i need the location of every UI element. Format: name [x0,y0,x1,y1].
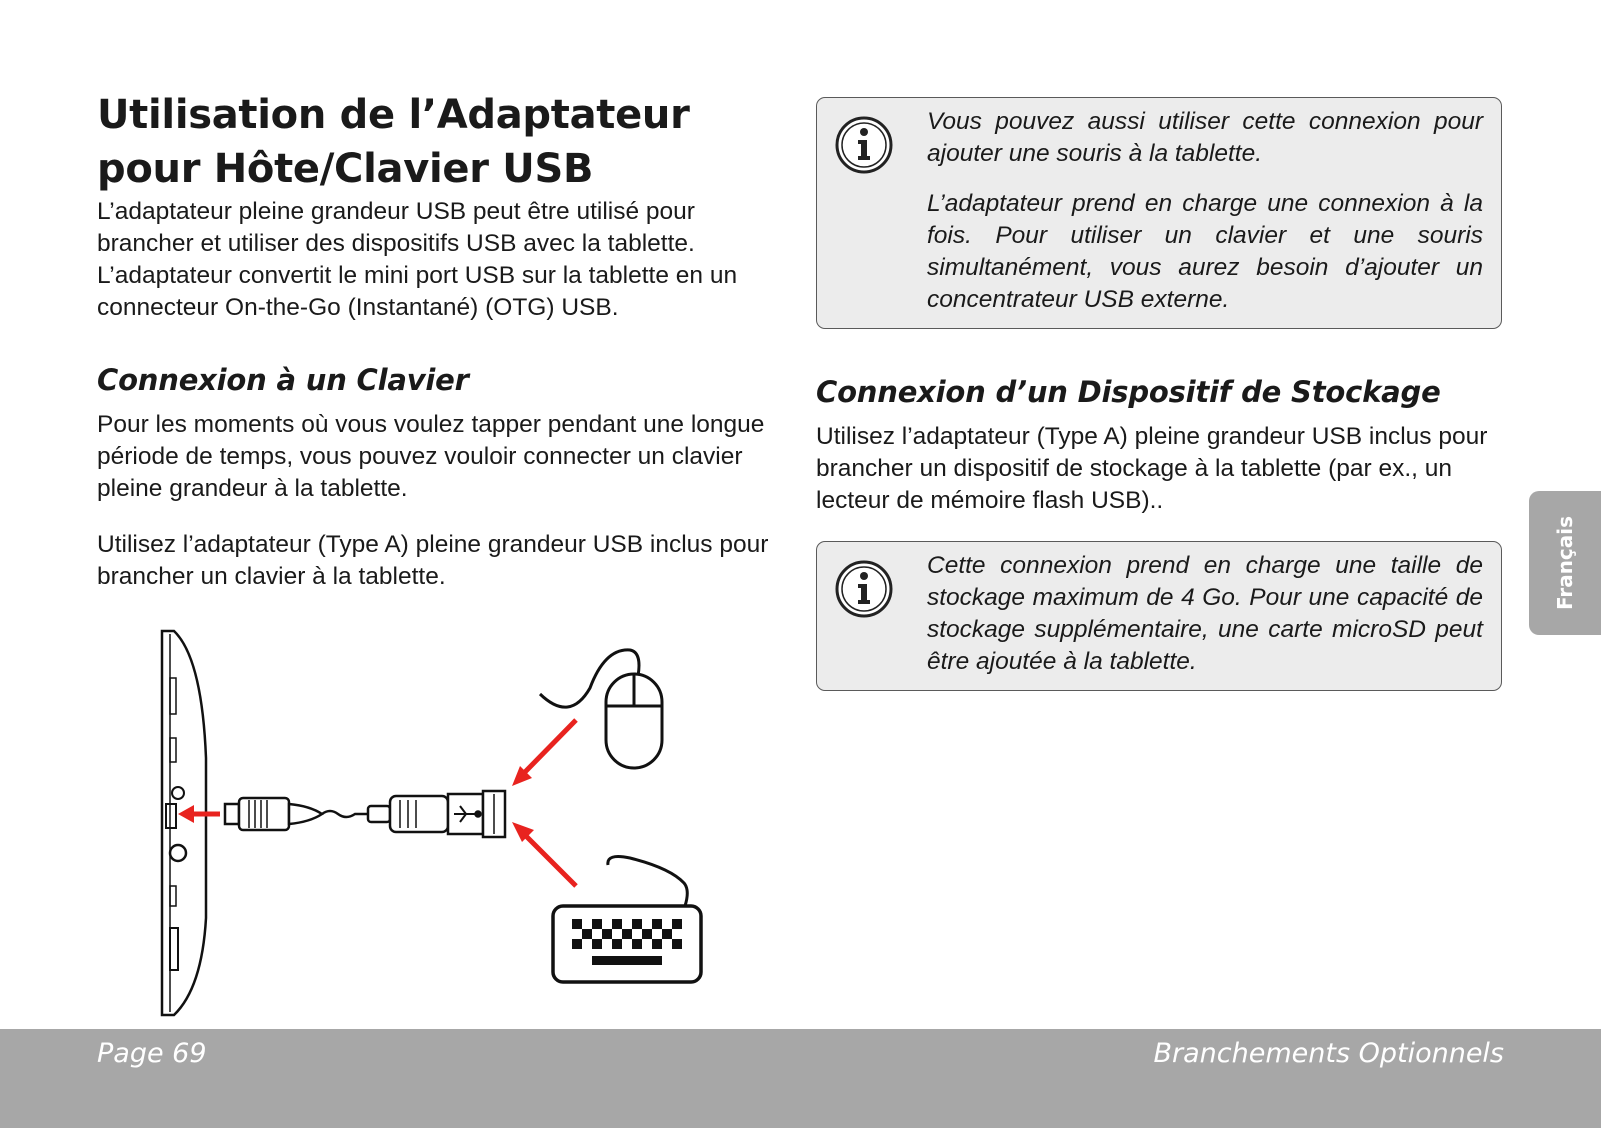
language-tab-label: Français [1553,515,1577,611]
page-footer [0,1029,1601,1128]
note-hub-text: L’adaptateur prend en charge une connexion à la fois. Pour utiliser un clavier et une souris simultanément, vous aurez besoin d’ajouter un concentrateur USB externe. [927,190,1483,313]
info-note-mouse [816,97,1502,329]
note-mouse-text: Vous pouvez aussi utiliser cette connexion pour ajouter une souris à la tablette. [927,108,1483,167]
page-title: Utilisation de l’Adaptateur pour Hôte/Clavier USB [97,92,690,192]
language-tab [1529,491,1601,635]
tablet-side-icon [162,631,206,1015]
info-icon [833,558,895,620]
usb-cable-icon [225,791,505,837]
note-storage-text: Cette connexion prend en charge une taille de stockage maximum de 4 Go. Pour une capacité de stockage supplémentaire, une carte microSD peut être ajoutée à la tablette. [927,552,1483,675]
info-note-storage [816,541,1502,691]
storage-paragraph: Utilisez l’adaptateur (Type A) pleine grandeur USB inclus pour brancher un dispositif de stockage à la tablette (par ex., un lecteur de mémoire flash USB).. [816,423,1488,514]
storage-section-heading: Connexion d’un Dispositif de Stockage [816,375,1441,409]
keyboard-icon [553,857,701,982]
info-icon [833,114,895,176]
keyboard-section-heading: Connexion à un Clavier [97,363,469,397]
intro-paragraph: L’adaptateur pleine grandeur USB peut être utilisé pour brancher et utiliser des dispositifs USB avec la tablette. L’adaptateur convertit le mini port USB sur la tablette en un connecteur On-the-Go (Instantané) (OTG) USB. [97,198,738,321]
keyboard-paragraph-1: Pour les moments où vous voulez tapper pendant une longue période de temps, vous pouvez vouloir connecter un clavier pleine grandeur à la tablette. [97,411,765,502]
left-column [97,88,777,593]
mouse-icon [540,650,662,768]
keyboard-paragraph-2: Utilisez l’adaptateur (Type A) pleine grandeur USB inclus pour brancher un clavier à la tablette. [97,531,769,590]
right-column [816,97,1502,691]
page-number: Page 69 [97,1038,207,1069]
footer-section-name: Branchements Optionnels [1153,1038,1504,1069]
connection-illustration [150,628,730,1018]
